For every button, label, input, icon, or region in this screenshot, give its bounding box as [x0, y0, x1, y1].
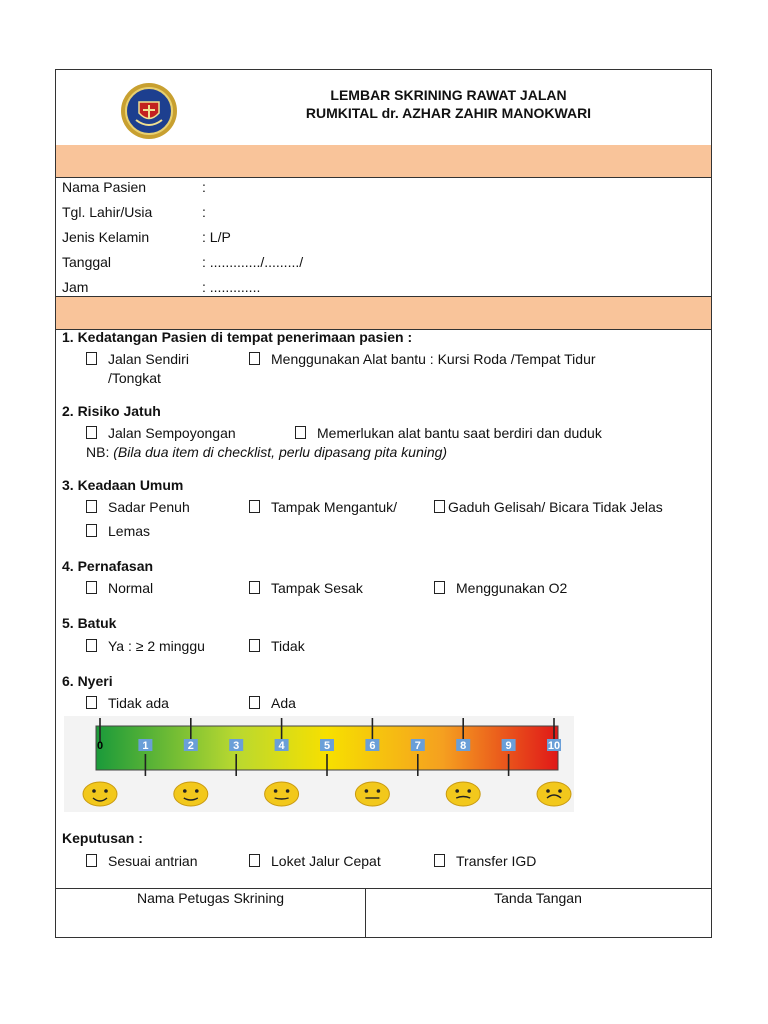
checkbox-icon[interactable] — [249, 500, 260, 513]
checkbox-icon[interactable] — [86, 524, 97, 537]
scale-number: 8 — [460, 740, 467, 752]
hospital-logo — [120, 82, 178, 140]
field-value-nama[interactable]: : — [202, 179, 206, 195]
face-eye-icon — [286, 789, 290, 793]
face-icon — [83, 782, 117, 806]
face-eye-icon — [92, 789, 96, 793]
scale-number: 6 — [369, 740, 376, 752]
checkbox-icon[interactable] — [249, 696, 260, 709]
face-eye-icon — [365, 789, 369, 793]
checkbox-icon[interactable] — [249, 352, 260, 365]
checkbox-icon[interactable] — [86, 639, 97, 652]
hospital-name: RUMKITAL dr. AZHAR ZAHIR MANOKWARI — [305, 105, 592, 121]
scale-number: 3 — [233, 740, 240, 752]
face-icon — [174, 782, 208, 806]
face-eye-icon — [377, 789, 381, 793]
option-gaduh-gelisah[interactable]: Gaduh Gelisah/ Bicara Tidak Jelas — [434, 499, 663, 515]
checkbox-icon[interactable] — [86, 696, 97, 709]
officer-name-label: Nama Petugas Skrining — [136, 890, 285, 906]
form-header — [56, 70, 711, 146]
option-sesuai-antrian[interactable]: Sesuai antrian — [86, 853, 198, 869]
officer-name-cell[interactable] — [56, 889, 366, 937]
scale-number: 4 — [278, 740, 285, 752]
field-value-jam[interactable]: : ............. — [202, 279, 261, 295]
field-label-nama: Nama Pasien — [62, 179, 147, 195]
scale-number: 7 — [414, 740, 421, 752]
checkbox-icon[interactable] — [86, 500, 97, 513]
option-o2[interactable]: Menggunakan O2 — [434, 580, 567, 596]
face-eye-icon — [546, 789, 550, 793]
option-transfer-igd[interactable]: Transfer IGD — [434, 853, 536, 869]
face-icon — [355, 782, 389, 806]
option-lemas[interactable]: Lemas — [86, 523, 150, 539]
checkbox-icon[interactable] — [86, 854, 97, 867]
screening-form — [55, 69, 712, 938]
signature-cell[interactable] — [365, 889, 711, 937]
option-tampak-sesak[interactable]: Tampak Sesak — [249, 580, 363, 596]
option-jalan-sempoyongan[interactable]: Jalan Sempoyongan — [86, 425, 236, 441]
fall-risk-note: NB: (Bila dua item di checklist, perlu dipasang pita kuning) — [86, 444, 448, 460]
face-eye-icon — [274, 789, 278, 793]
face-eye-icon — [455, 789, 459, 793]
face-eye-icon — [104, 789, 108, 793]
option-jalan-sendiri[interactable]: Jalan Sendiri — [86, 351, 189, 367]
checkbox-icon[interactable] — [249, 639, 260, 652]
section-nyeri-title: 6. Nyeri — [62, 673, 113, 689]
option-sadar-penuh[interactable]: Sadar Penuh — [86, 499, 190, 515]
option-batuk-ya[interactable]: Ya : ≥ 2 minggu — [86, 638, 205, 654]
signature-label: Tanda Tangan — [494, 890, 582, 906]
face-icon — [537, 782, 571, 806]
option-alat-bantu-berdiri[interactable]: Memerlukan alat bantu saat berdiri dan duduk — [295, 425, 602, 441]
pain-scale — [64, 714, 574, 814]
field-value-tanggal[interactable]: : ............./........./ — [202, 254, 304, 270]
checkbox-icon[interactable] — [249, 581, 260, 594]
checkbox-icon[interactable] — [434, 581, 445, 594]
field-label-tgl-lahir: Tgl. Lahir/Usia — [62, 204, 153, 220]
option-alat-bantu-cont: /Tongkat — [108, 370, 161, 386]
checkbox-icon[interactable] — [434, 854, 445, 867]
section-band-middle — [56, 296, 711, 330]
checkbox-icon[interactable] — [434, 500, 445, 513]
field-label-jenis-kelamin: Jenis Kelamin — [62, 229, 150, 245]
section-risiko-jatuh-title: 2. Risiko Jatuh — [62, 403, 161, 419]
face-eye-icon — [183, 789, 187, 793]
section-kedatangan-title: 1. Kedatangan Pasien di tempat penerimaan pasien : — [62, 329, 413, 345]
scale-number: 10 — [547, 740, 561, 752]
field-label-tanggal: Tanggal — [62, 254, 112, 270]
scale-number: 1 — [142, 740, 149, 752]
scale-number: 0 — [96, 740, 104, 752]
section-batuk-title: 5. Batuk — [62, 615, 117, 631]
face-icon — [265, 782, 299, 806]
option-loket-jalur-cepat[interactable]: Loket Jalur Cepat — [249, 853, 381, 869]
field-value-jenis-kelamin[interactable]: : L/P — [202, 229, 231, 245]
face-icon — [446, 782, 480, 806]
checkbox-icon[interactable] — [86, 352, 97, 365]
scale-number: 2 — [187, 740, 194, 752]
checkbox-icon[interactable] — [86, 581, 97, 594]
signature-footer — [56, 888, 711, 937]
form-title: LEMBAR SKRINING RAWAT JALAN — [330, 87, 567, 103]
section-band-top — [56, 145, 711, 178]
option-nyeri-tidak-ada[interactable]: Tidak ada — [86, 695, 169, 711]
option-normal[interactable]: Normal — [86, 580, 153, 596]
option-nyeri-ada[interactable]: Ada — [249, 695, 296, 711]
face-eye-icon — [558, 789, 562, 793]
section-pernafasan-title: 4. Pernafasan — [62, 558, 154, 574]
section-keputusan-title: Keputusan : — [62, 830, 143, 846]
scale-number: 5 — [323, 740, 331, 752]
field-value-tgl-lahir[interactable]: : — [202, 204, 206, 220]
checkbox-icon[interactable] — [86, 426, 97, 439]
scale-number: 9 — [505, 740, 512, 752]
face-eye-icon — [195, 789, 199, 793]
option-batuk-tidak[interactable]: Tidak — [249, 638, 305, 654]
checkbox-icon[interactable] — [295, 426, 306, 439]
field-label-jam: Jam — [62, 279, 89, 295]
checkbox-icon[interactable] — [249, 854, 260, 867]
face-eye-icon — [467, 789, 471, 793]
section-keadaan-umum-title: 3. Keadaan Umum — [62, 477, 184, 493]
option-tampak-mengantuk[interactable]: Tampak Mengantuk/ — [249, 499, 397, 515]
option-alat-bantu[interactable]: Menggunakan Alat bantu : Kursi Roda /Tempat Tidur — [249, 351, 596, 367]
